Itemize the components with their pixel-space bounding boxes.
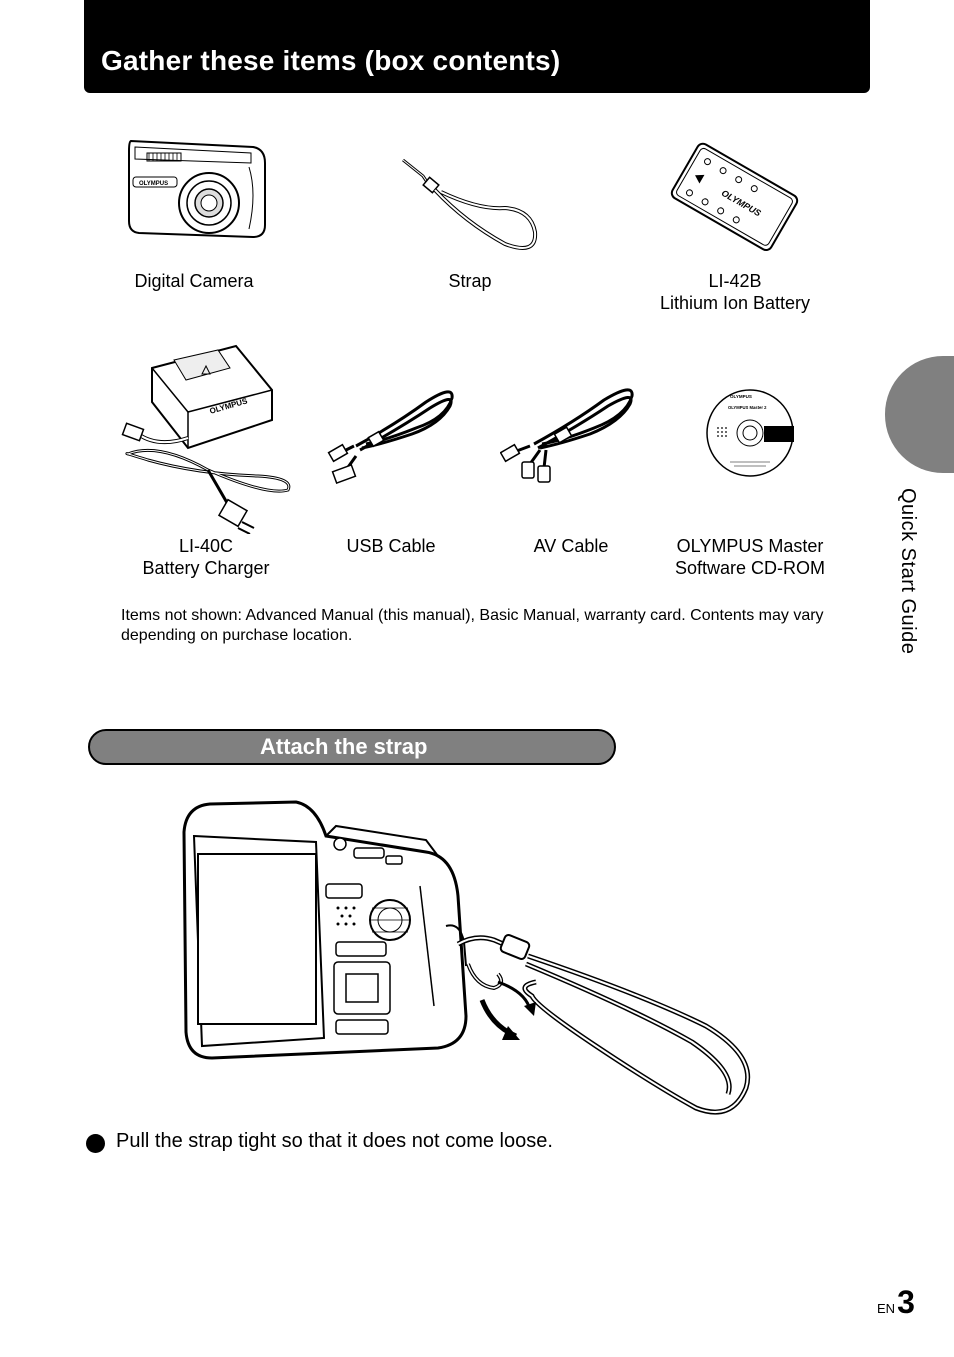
item-label-line: AV Cable [533, 536, 609, 556]
digital-camera-illustration [125, 133, 270, 243]
page-number-value: 3 [897, 1284, 915, 1320]
cd-disc-title: OLYMPUS Master 2 [728, 405, 767, 410]
item-label-line: Lithium Ion Battery [659, 293, 811, 313]
battery-illustration [664, 138, 806, 254]
item-label-line: Digital Camera [134, 271, 254, 291]
item-label-line: USB Cable [346, 536, 436, 556]
section-header [88, 729, 616, 765]
section-title: Attach the strap [260, 734, 428, 759]
item-label-line: LI-42B [708, 271, 762, 291]
cd-rom-illustration [704, 388, 798, 478]
page-language: EN [877, 1301, 896, 1316]
item-label [330, 535, 452, 557]
charger-illustration [118, 338, 293, 534]
cd-brand-label: OLYMPUS [730, 394, 752, 399]
page-title: Gather these items (box contents) [101, 45, 561, 76]
item-label-line: LI-40C [178, 536, 234, 556]
item-label-line: Software CD-ROM [674, 558, 826, 578]
side-tab-label: Quick Start Guide [897, 488, 919, 655]
item-label-line: Battery Charger [142, 558, 270, 578]
bullet-icon [86, 1134, 105, 1153]
item-label [425, 270, 515, 292]
attach-strap-illustration [176, 796, 756, 1126]
items-not-shown-note: Items not shown: Advanced Manual (this manual), Basic Manual, warranty card. Contents may vary depending on purchase location. [121, 607, 824, 644]
side-tab [885, 356, 954, 473]
header-bar [84, 0, 870, 93]
item-label [650, 270, 820, 314]
item-label-line: Strap [448, 271, 492, 291]
item-label [128, 270, 260, 292]
camera-brand-label: OLYMPUS [139, 181, 169, 187]
battery-brand-label: OLYMPUS [719, 187, 763, 219]
item-label [132, 535, 280, 579]
av-cable-illustration [500, 382, 640, 486]
usb-cable-illustration [326, 384, 458, 484]
item-label [660, 535, 840, 579]
item-label-line: OLYMPUS Master [676, 536, 824, 556]
item-label [515, 535, 627, 557]
page-number [877, 1284, 915, 1321]
charger-brand-label: OLYMPUS [208, 396, 249, 416]
instruction-text: Pull the strap tight so that it does not come loose. [116, 1130, 553, 1152]
strap-illustration [395, 152, 545, 254]
